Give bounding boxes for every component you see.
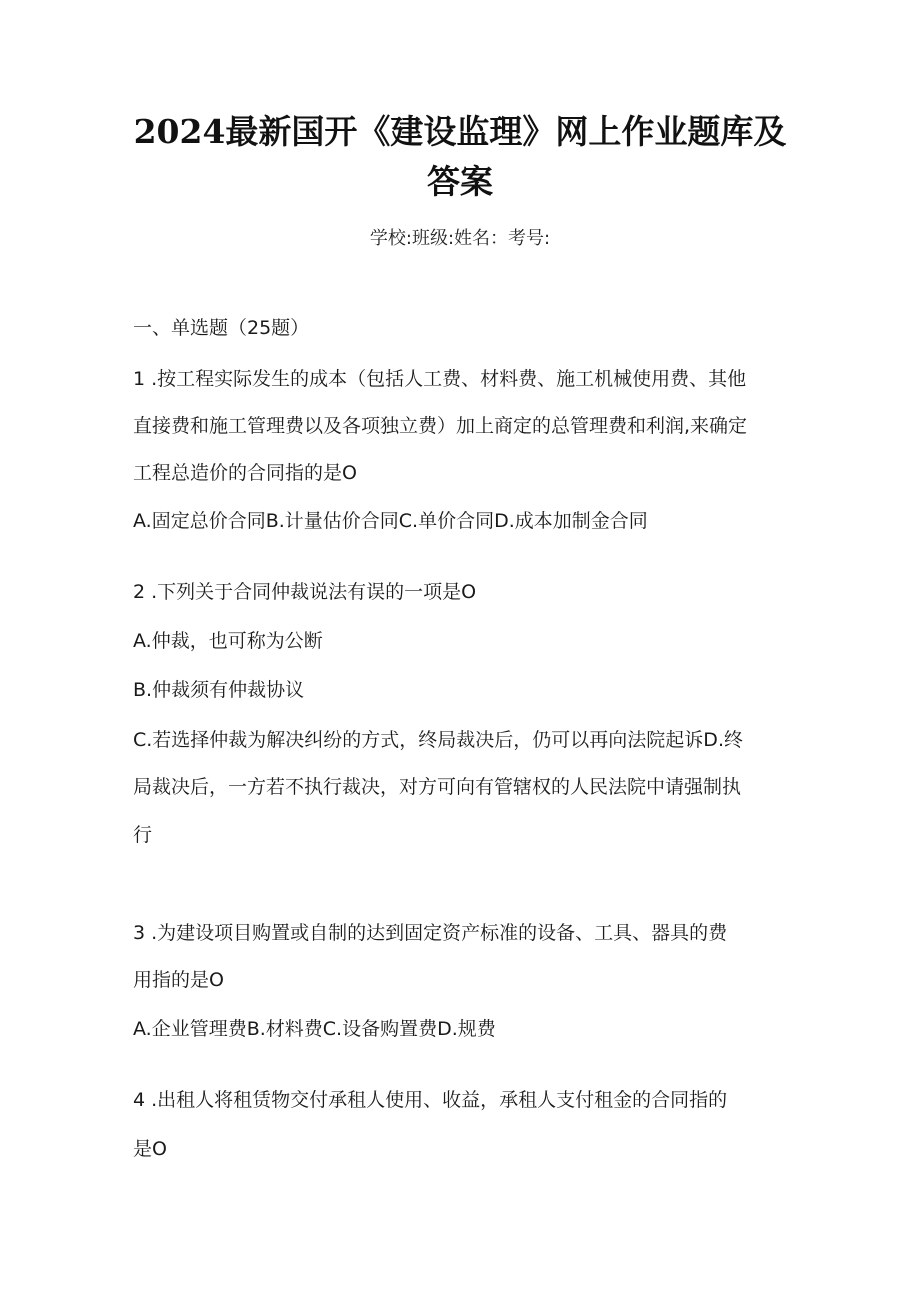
document-title-line-2: 答案 (427, 162, 493, 201)
question-2-stem-line-1 (133, 579, 476, 605)
question-4-stem-line-1 (133, 1087, 727, 1113)
question-text: .按工程实际发生的成本（包括人工费、材料费、施工机械使用费、其他 (151, 368, 747, 390)
question-number: 1 (133, 368, 146, 390)
question-1-stem-line-1 (133, 366, 746, 392)
question-2-option-c-line-1: C.若选择仲裁为解决纠纷的方式，终局裁决后，仍可以再向法院起诉D.终 (133, 729, 743, 751)
student-info-line: 学校:班级:姓名：考号: (369, 228, 551, 249)
question-2-option-a: A.仲裁，也可称为公断 (133, 630, 323, 652)
question-1-stem-line-2: 直接费和施工管理费以及各项独立费）加上商定的总管理费和利润,来确定 (133, 415, 748, 437)
question-2-option-b: B.仲裁须有仲裁协议 (133, 679, 305, 701)
question-number: 4 (133, 1089, 146, 1111)
question-text: .下列关于合同仲裁说法有误的一项是O (151, 581, 477, 603)
question-number: 3 (133, 922, 146, 944)
question-text: .为建设项目购置或自制的达到固定资产标准的设备、工具、器具的费 (151, 922, 728, 944)
question-text: .出租人将租赁物交付承租人使用、收益，承租人支付租金的合同指的 (151, 1089, 728, 1111)
question-2-option-c-line-2: 局裁决后，一方若不执行裁决，对方可向有管辖权的人民法院中请强制执 (133, 776, 742, 798)
question-3-options: A.企业管理费B.材料费C.设备购置费D.规费 (133, 1018, 496, 1040)
question-number: 2 (133, 581, 146, 603)
question-3-stem-line-1 (133, 920, 727, 946)
question-4-stem-line-2: 是O (133, 1138, 167, 1160)
document-title-line-1: 2024最新国开《建设监理》网上作业题库及 (133, 112, 787, 151)
question-1-options: A.固定总价合同B.计量估价合同C.单价合同D.成本加制金合同 (133, 510, 648, 532)
question-3-stem-line-2: 用指的是O (133, 969, 224, 991)
question-2-option-c-line-3: 行 (133, 824, 153, 846)
section-heading: 一、单选题（25题） (133, 317, 310, 339)
question-1-stem-line-3: 工程总造价的合同指的是O (133, 462, 357, 484)
